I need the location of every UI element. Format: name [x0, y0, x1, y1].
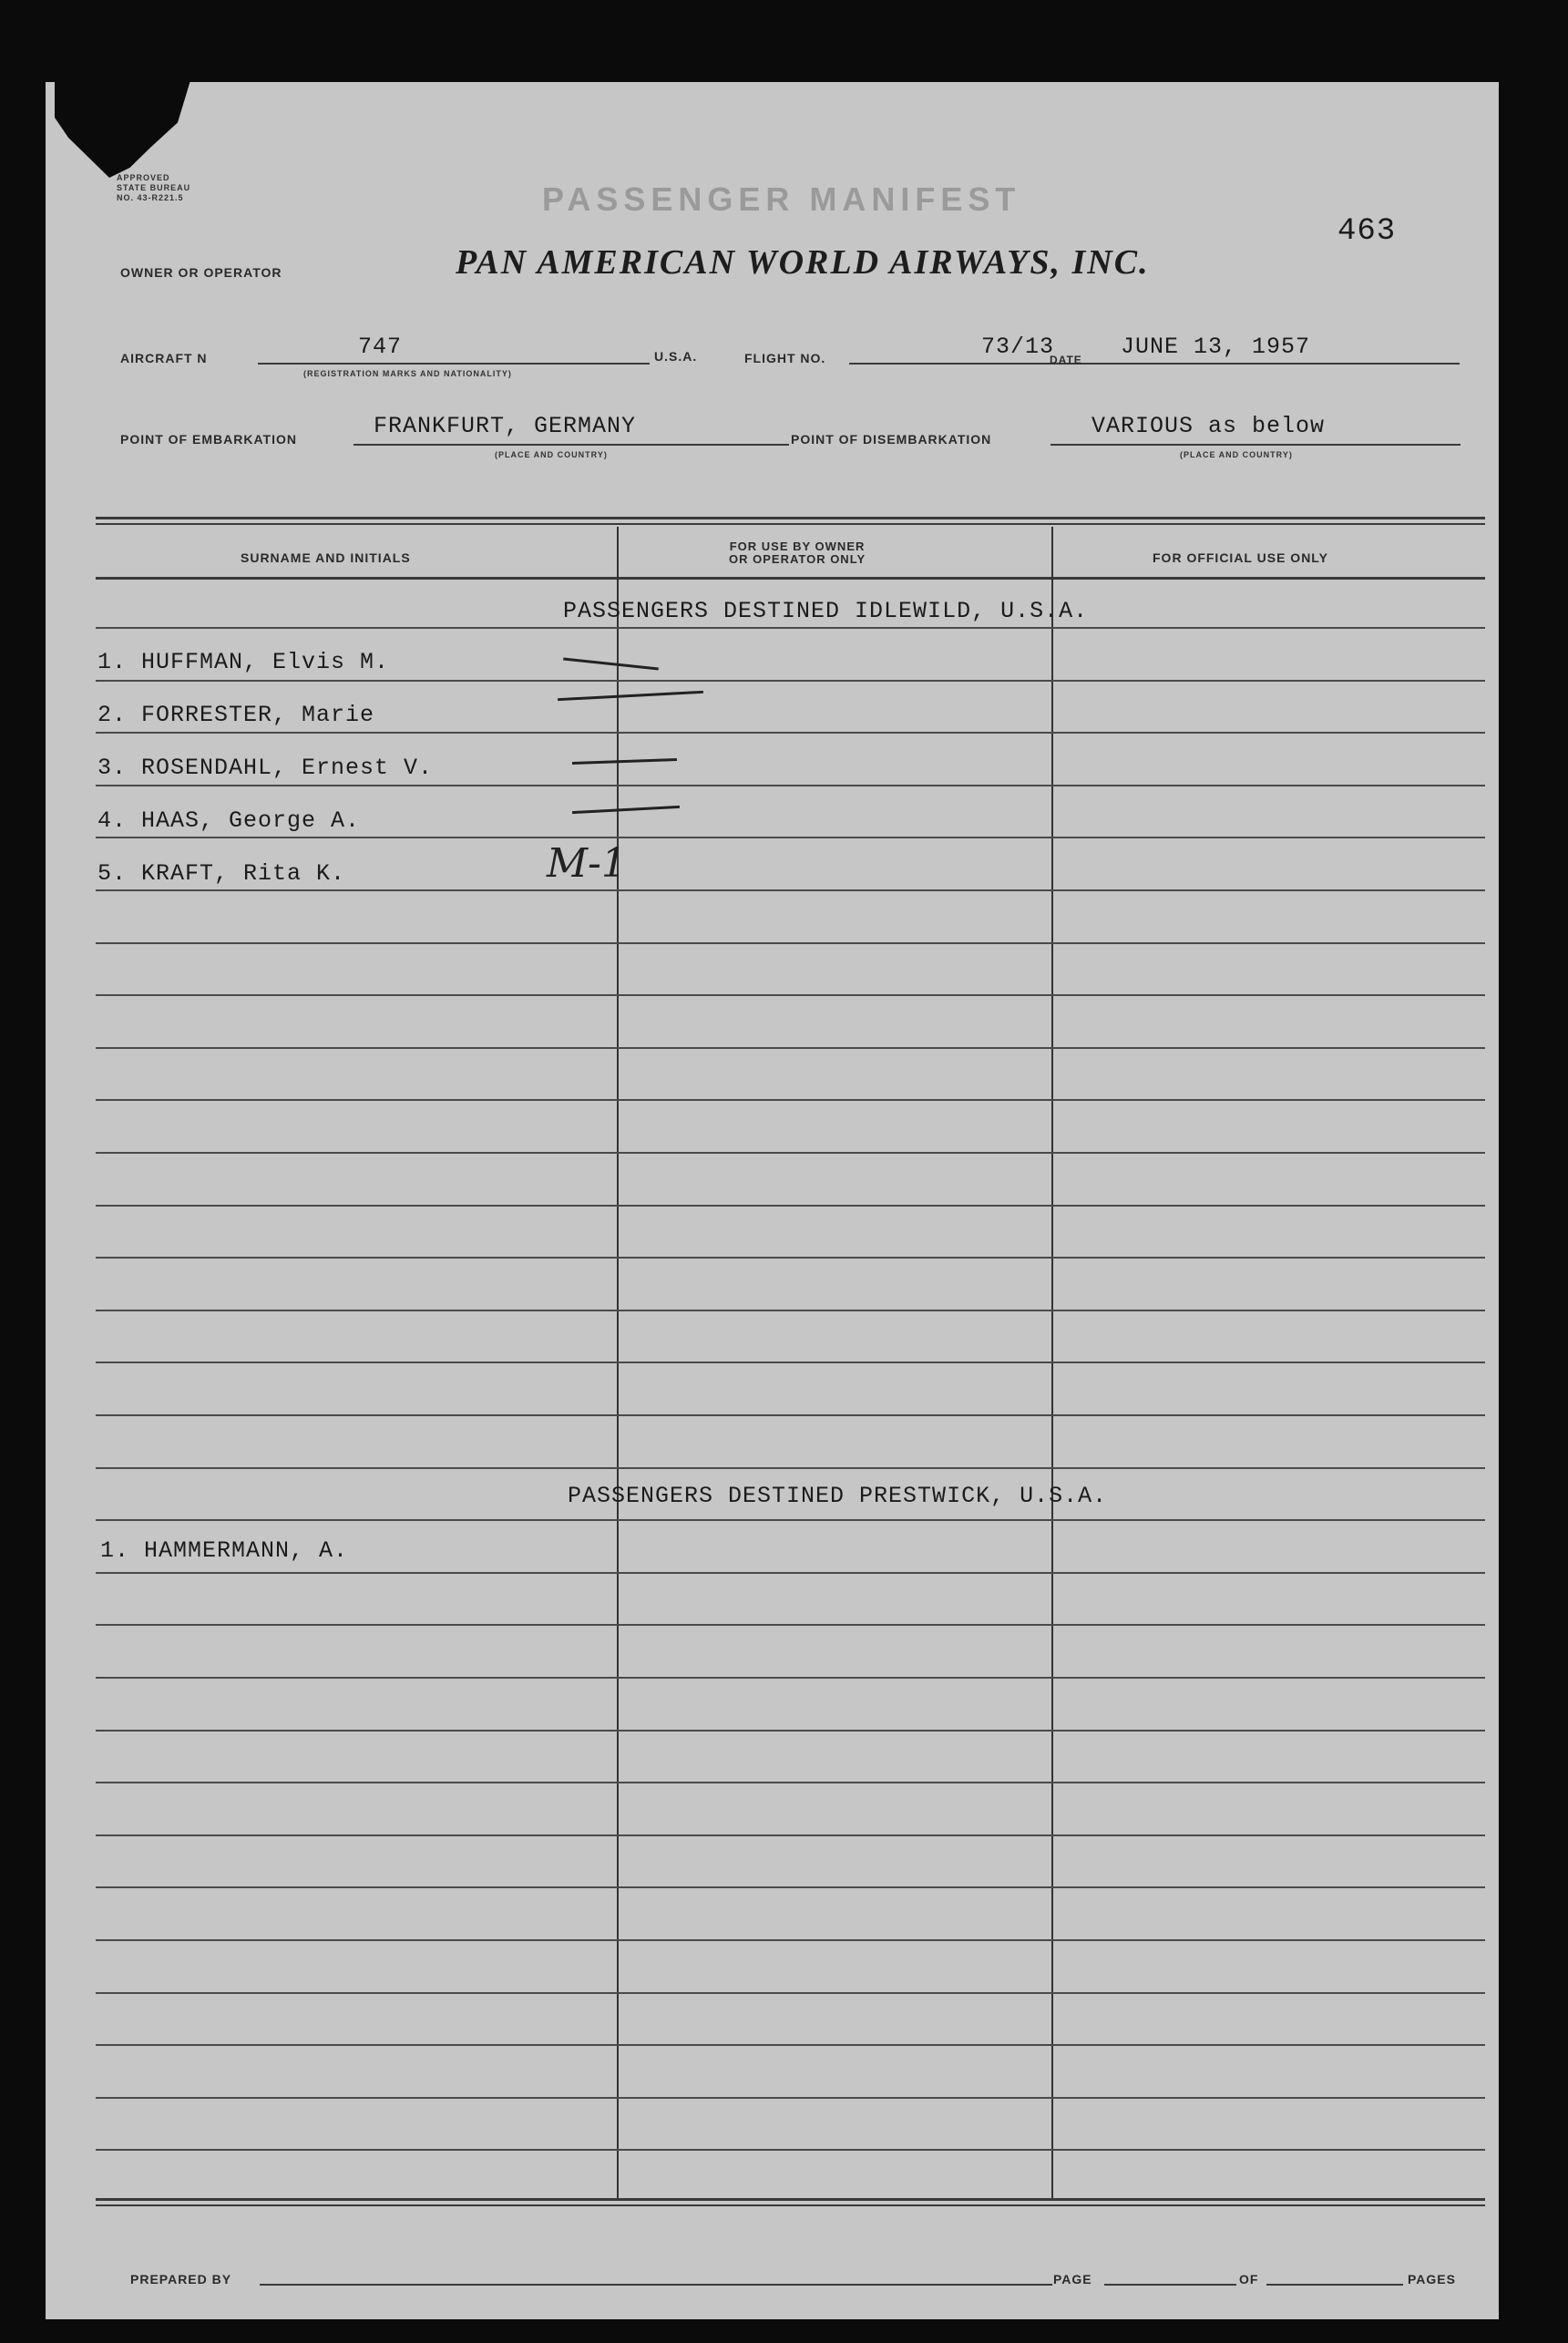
table-row-rule	[96, 1362, 1485, 1363]
table-row-rule	[96, 889, 1485, 891]
table-row-rule	[96, 627, 1485, 629]
passenger-row: 3. ROSENDAHL, Ernest V.	[97, 755, 434, 781]
table-row-rule	[96, 1834, 1485, 1836]
passenger-row: 1. HUFFMAN, Elvis M.	[97, 649, 390, 675]
aircraft-line	[258, 363, 650, 365]
table-bottom-rule	[96, 2198, 1485, 2201]
table-row-rule	[96, 1414, 1485, 1416]
table-row-rule	[96, 1310, 1485, 1311]
table-row-rule	[96, 1782, 1485, 1783]
table-row-rule	[96, 1205, 1485, 1207]
aircraft-value: 747	[358, 334, 403, 360]
date-label: DATE	[1050, 354, 1082, 366]
of-label: OF	[1239, 2272, 1259, 2286]
table-row-rule	[96, 1886, 1485, 1888]
table-row-rule	[96, 1519, 1485, 1521]
embarkation-caption: (PLACE AND COUNTRY)	[495, 450, 608, 459]
table-row-rule	[96, 1730, 1485, 1732]
table-row-rule	[96, 2097, 1485, 2099]
form-title: PASSENGER MANIFEST	[542, 180, 1021, 218]
table-top-rule	[96, 517, 1485, 519]
handwritten-mark: M-1	[547, 840, 627, 887]
table-row-rule	[96, 785, 1485, 786]
disembarkation-caption: (PLACE AND COUNTRY)	[1180, 450, 1293, 459]
prepared-by-line	[260, 2284, 1052, 2286]
disembarkation-label: POINT OF DISEMBARKATION	[791, 432, 992, 447]
passenger-row: 4. HAAS, George A.	[97, 807, 361, 834]
passenger-row: 2. FORRESTER, Marie	[97, 702, 375, 728]
table-row-rule	[96, 680, 1485, 682]
table-row-rule	[96, 1624, 1485, 1626]
passenger-row: 1. HAMMERMANN, A.	[100, 1537, 349, 1564]
embarkation-label: POINT OF EMBARKATION	[120, 432, 297, 447]
owner-label: OWNER OR OPERATOR	[120, 265, 282, 280]
pages-label: PAGES	[1408, 2272, 1456, 2286]
flight-label: FLIGHT NO.	[744, 351, 826, 365]
table-top-rule-2	[96, 523, 1485, 525]
passenger-row: 5. KRAFT, Rita K.	[97, 860, 346, 887]
of-line	[1266, 2284, 1403, 2286]
usa-label: U.S.A.	[654, 349, 698, 364]
header-official-use: FOR OFFICIAL USE ONLY	[1153, 550, 1328, 565]
disembarkation-value: VARIOUS as below	[1091, 413, 1326, 439]
aircraft-label: AIRCRAFT N	[120, 351, 208, 365]
table-row-rule	[96, 2149, 1485, 2151]
table-row-rule	[96, 2044, 1485, 2046]
registration-caption: (REGISTRATION MARKS AND NATIONALITY)	[303, 369, 512, 378]
table-row-rule	[96, 1677, 1485, 1679]
owner-value: PAN AMERICAN WORLD AIRWAYS, INC.	[456, 243, 1150, 282]
approval-stamp: APPROVED STATE BUREAU NO. 43-R221.5	[117, 173, 191, 202]
page-label: PAGE	[1053, 2272, 1092, 2286]
flight-value: 73/13	[981, 334, 1055, 360]
table-row-rule	[96, 732, 1485, 734]
table-row-rule	[96, 837, 1485, 838]
table-row-rule	[96, 994, 1485, 996]
table-row-rule	[96, 1257, 1485, 1259]
flight-line	[849, 363, 1460, 365]
table-row-rule	[96, 1047, 1485, 1049]
table-row-rule	[96, 1939, 1485, 1941]
header-owner-use: FOR USE BY OWNER OR OPERATOR ONLY	[729, 540, 866, 566]
table-row-rule	[96, 1467, 1485, 1469]
embarkation-line	[354, 444, 789, 446]
embarkation-value: FRANKFURT, GERMANY	[374, 413, 637, 439]
table-row-rule	[96, 1152, 1485, 1154]
disembarkation-line	[1050, 444, 1460, 446]
header-surname: SURNAME AND INITIALS	[241, 550, 411, 565]
table-row-rule	[96, 942, 1485, 944]
page-number: 463	[1337, 214, 1397, 249]
page-line	[1104, 2284, 1236, 2286]
table-bottom-rule-2	[96, 2204, 1485, 2206]
table-row-rule	[96, 1992, 1485, 1994]
table-row-rule	[96, 1572, 1485, 1574]
table-row-rule	[96, 1099, 1485, 1101]
prepared-by-label: PREPARED BY	[130, 2272, 232, 2286]
date-value: JUNE 13, 1957	[1121, 334, 1311, 360]
section-heading-prestwick: PASSENGERS DESTINED PRESTWICK, U.S.A.	[568, 1483, 1108, 1509]
section-heading-idlewild: PASSENGERS DESTINED IDLEWILD, U.S.A.	[563, 598, 1089, 624]
header-bottom-rule	[96, 577, 1485, 580]
